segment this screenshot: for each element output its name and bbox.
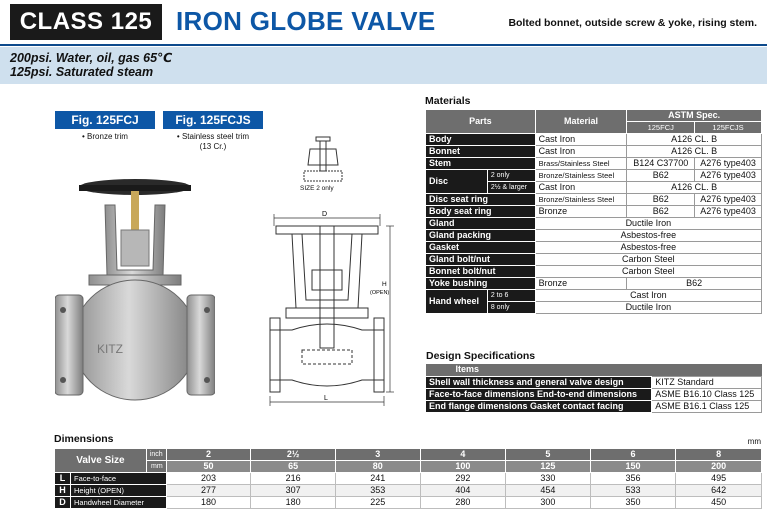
- astm-fcjs-value: A276 type403: [695, 194, 762, 206]
- dim-value: 353: [335, 485, 420, 497]
- dimensions-unit: mm: [747, 437, 761, 446]
- design-spec-item: Face-to-face dimensions End-to-end dimensions: [426, 388, 652, 400]
- astm-value: A126 CL. B: [627, 182, 762, 194]
- design-spec-table: [425, 364, 762, 413]
- dim-value: 330: [506, 473, 591, 485]
- dim-value: 454: [506, 485, 591, 497]
- astm-fcjs-value: A276 type403: [695, 170, 762, 182]
- material-value: Ductile Iron: [535, 218, 761, 230]
- mat-row-bonnet: [426, 146, 762, 158]
- material-value: Carbon Steel: [535, 266, 761, 278]
- fig-125fcjs-label: Fig. 125FCJS: [163, 111, 263, 129]
- dim-value: 642: [676, 485, 762, 497]
- mat-row-body: [426, 134, 762, 146]
- material-value: Bronze/Stainless Steel: [535, 194, 627, 206]
- fig-125fcj-note: • Bronze trim: [82, 132, 128, 141]
- dim-value: 356: [590, 473, 676, 485]
- dim-key: L: [55, 473, 71, 485]
- dim-l-label: L: [324, 395, 328, 402]
- fig-125fcj-label: Fig. 125FCJ: [55, 111, 155, 129]
- col-125fcj: 125FCJ: [627, 122, 695, 134]
- dim-value: 350: [590, 497, 676, 509]
- size-inch: 2½: [251, 449, 336, 461]
- mat-row-gasket: [426, 242, 762, 254]
- astm-fcj-value: B62: [627, 206, 695, 218]
- part-name: Stem: [426, 158, 536, 170]
- size-mm: 80: [335, 461, 420, 473]
- material-value: Asbestos-free: [535, 242, 761, 254]
- size-inch: 4: [420, 449, 506, 461]
- fig-125fcjs-note: [160, 132, 266, 152]
- part-name: Body seat ring: [426, 206, 536, 218]
- astm-fcj-value: B62: [627, 170, 695, 182]
- materials-table: [425, 109, 762, 314]
- part-name: Disc: [426, 170, 488, 194]
- material-value: Cast Iron: [535, 146, 627, 158]
- size-inch: 6: [590, 449, 676, 461]
- astm-fcj-value: B62: [627, 194, 695, 206]
- dim-value: 533: [590, 485, 676, 497]
- material-value: Brass/Stainless Steel: [535, 158, 627, 170]
- size-mm: 125: [506, 461, 591, 473]
- design-spec-value: KITZ Standard: [652, 376, 762, 388]
- dim-name: Height (OPEN): [70, 485, 166, 497]
- part-name: Bonnet: [426, 146, 536, 158]
- size-inch: 3: [335, 449, 420, 461]
- material-value: Bronze/Stainless Steel: [535, 170, 627, 182]
- dim-value: 307: [251, 485, 336, 497]
- design-spec-row: [426, 376, 762, 388]
- ratings-band: [0, 47, 767, 84]
- part-name: Hand wheel: [426, 290, 488, 314]
- size-mm: 100: [420, 461, 506, 473]
- valve-size-label: Valve Size: [55, 449, 147, 473]
- material-value: Cast Iron: [535, 182, 627, 194]
- size-note: SIZE 2 only: [300, 185, 334, 192]
- design-spec-row: [426, 388, 762, 400]
- design-spec-value: ASME B16.10 Class 125: [652, 388, 762, 400]
- mat-row-body-seat: [426, 206, 762, 218]
- part-name: Disc seat ring: [426, 194, 536, 206]
- astm-fcjs-value: A276 type403: [695, 206, 762, 218]
- material-value: Cast Iron: [535, 290, 761, 302]
- dim-value: 300: [506, 497, 591, 509]
- design-spec-row: [426, 400, 762, 412]
- size-mm: 65: [251, 461, 336, 473]
- page-title: IRON GLOBE VALVE: [176, 6, 436, 36]
- size-inch: 2: [166, 449, 251, 461]
- size-mm: 150: [590, 461, 676, 473]
- fig-125fcjs-note-line1: • Stainless steel trim: [176, 132, 250, 141]
- page-subtitle: Bolted bonnet, outside screw & yoke, rising stem.: [508, 17, 757, 29]
- dim-name: Face-to-face: [70, 473, 166, 485]
- dim-h-label: H: [382, 281, 387, 288]
- mat-row-stem: [426, 158, 762, 170]
- fig-125fcjs-note-line2: (13 Cr.): [199, 142, 227, 151]
- part-sub: 8 only: [487, 302, 535, 314]
- rating-line-2: 125psi. Saturated steam: [10, 65, 154, 79]
- dim-value: 280: [420, 497, 506, 509]
- part-sub: 2 only: [487, 170, 535, 182]
- mat-row-disc-seat: [426, 194, 762, 206]
- mat-row-disc-1: [426, 170, 762, 182]
- valve-cross-section: [262, 130, 402, 410]
- mat-row-handwheel-1: [426, 290, 762, 302]
- col-125fcjs: 125FCJS: [695, 122, 762, 134]
- dim-value: 404: [420, 485, 506, 497]
- astm-value: A126 CL. B: [627, 146, 762, 158]
- rating-line-1: 200psi. Water, oil, gas 65℃: [10, 51, 173, 65]
- dim-value: 180: [251, 497, 336, 509]
- dim-value: 241: [335, 473, 420, 485]
- col-parts: Parts: [426, 110, 536, 134]
- design-spec-item: Shell wall thickness and general valve design: [426, 376, 652, 388]
- dim-value: 495: [676, 473, 762, 485]
- dim-value: 216: [251, 473, 336, 485]
- dimensions-title: Dimensions: [54, 433, 114, 445]
- part-name: Gasket: [426, 242, 536, 254]
- dim-value: 450: [676, 497, 762, 509]
- col-astm: ASTM Spec.: [627, 110, 762, 122]
- mat-row-bonnet-bolt: [426, 266, 762, 278]
- size-mm: 50: [166, 461, 251, 473]
- design-spec-header: Items: [426, 364, 762, 376]
- material-value: Asbestos-free: [535, 230, 761, 242]
- page-header: [0, 0, 767, 46]
- mat-row-gland: [426, 218, 762, 230]
- material-value: Ductile Iron: [535, 302, 761, 314]
- dim-key: D: [55, 497, 71, 509]
- astm-fcjs-value: A276 type403: [695, 158, 762, 170]
- dimensions-table: [54, 448, 762, 509]
- dim-value: 203: [166, 473, 251, 485]
- dim-row-l: [55, 473, 762, 485]
- dim-d-label: D: [322, 211, 328, 218]
- dim-value: 277: [166, 485, 251, 497]
- part-name: Gland: [426, 218, 536, 230]
- dim-value: 292: [420, 473, 506, 485]
- design-spec-value: ASME B16.1 Class 125: [652, 400, 762, 412]
- material-value: Cast Iron: [535, 134, 627, 146]
- part-name: Body: [426, 134, 536, 146]
- part-sub: 2 to 6: [487, 290, 535, 302]
- size-inch: 5: [506, 449, 591, 461]
- dim-name: Handwheel Diameter: [70, 497, 166, 509]
- materials-title: Materials: [425, 95, 471, 107]
- astm-value: B62: [627, 278, 762, 290]
- dim-value: 225: [335, 497, 420, 509]
- dim-h-note: (OPEN): [370, 290, 390, 296]
- class-label: CLASS 125: [10, 4, 162, 40]
- material-value: Carbon Steel: [535, 254, 761, 266]
- col-material: Material: [535, 110, 627, 134]
- astm-value: A126 CL. B: [627, 134, 762, 146]
- part-name: Gland packing: [426, 230, 536, 242]
- inch-label: inch: [146, 449, 166, 461]
- material-value: Bronze: [535, 206, 627, 218]
- astm-fcj-value: B124 C37700: [627, 158, 695, 170]
- photo-mark: KITZ: [97, 342, 123, 356]
- valve-photo: [55, 175, 215, 425]
- size-mm: 200: [676, 461, 762, 473]
- size-inch: 8: [676, 449, 762, 461]
- dim-row-d: [55, 497, 762, 509]
- part-name: Gland bolt/nut: [426, 254, 536, 266]
- material-value: Bronze: [535, 278, 627, 290]
- part-name: Bonnet bolt/nut: [426, 266, 536, 278]
- mat-row-yoke-bushing: [426, 278, 762, 290]
- mm-label: mm: [146, 461, 166, 473]
- dim-row-h: [55, 485, 762, 497]
- design-spec-item: End flange dimensions Gasket contact facing: [426, 400, 652, 412]
- part-sub: 2½ & larger: [487, 182, 535, 194]
- mat-row-gland-packing: [426, 230, 762, 242]
- part-name: Yoke bushing: [426, 278, 536, 290]
- dim-key: H: [55, 485, 71, 497]
- design-spec-title: Design Specifications: [426, 350, 536, 362]
- dim-value: 180: [166, 497, 251, 509]
- mat-row-gland-bolt: [426, 254, 762, 266]
